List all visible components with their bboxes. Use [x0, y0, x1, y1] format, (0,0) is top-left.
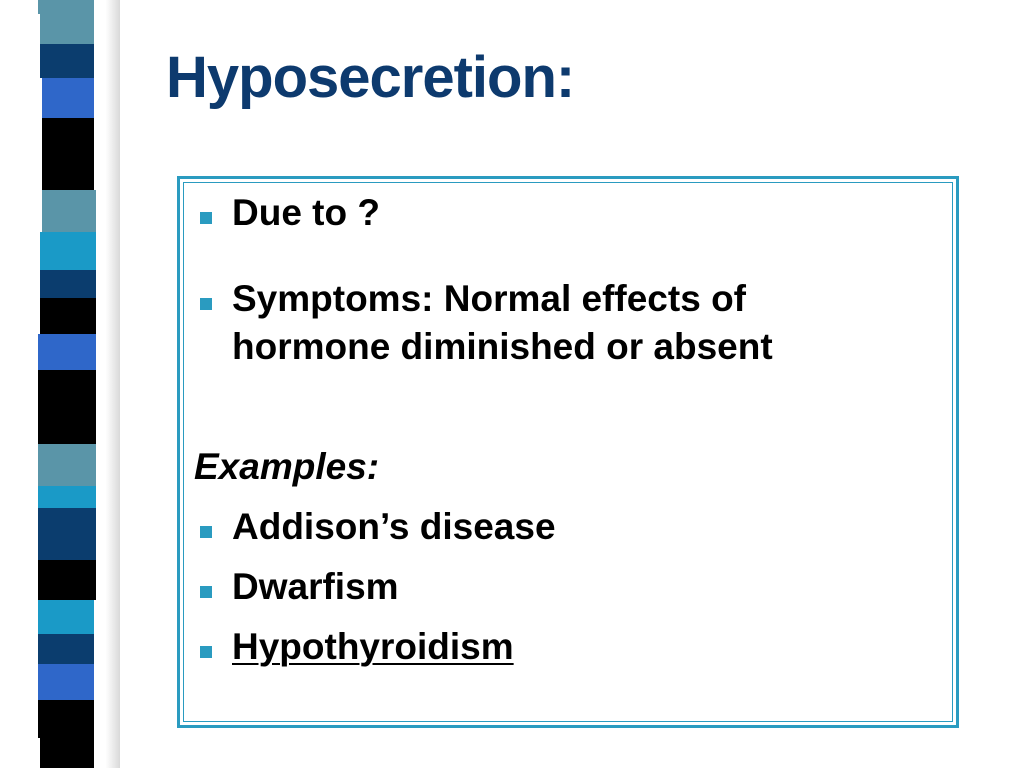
slide-title: Hyposecretion: [166, 45, 575, 110]
square-bullet-icon [200, 212, 212, 224]
square-bullet-icon [200, 298, 212, 310]
square-bullet-icon [200, 586, 212, 598]
square-bullet-icon [200, 526, 212, 538]
examples-label: Examples: [194, 446, 380, 487]
example-link-hypothyroidism[interactable]: Hypothyroidism [232, 626, 514, 667]
strip-bands [38, 0, 96, 768]
decorative-side-strip [0, 0, 120, 768]
content-box [177, 176, 959, 728]
example-text: Dwarfism [232, 566, 399, 607]
bullet-text-line-1: Symptoms: Normal effects of [232, 278, 746, 319]
bullet-text: Due to ? [232, 192, 380, 233]
square-bullet-icon [200, 646, 212, 658]
bullet-text-line-2: hormone diminished or absent [232, 326, 773, 367]
example-text: Addison’s disease [232, 506, 556, 547]
